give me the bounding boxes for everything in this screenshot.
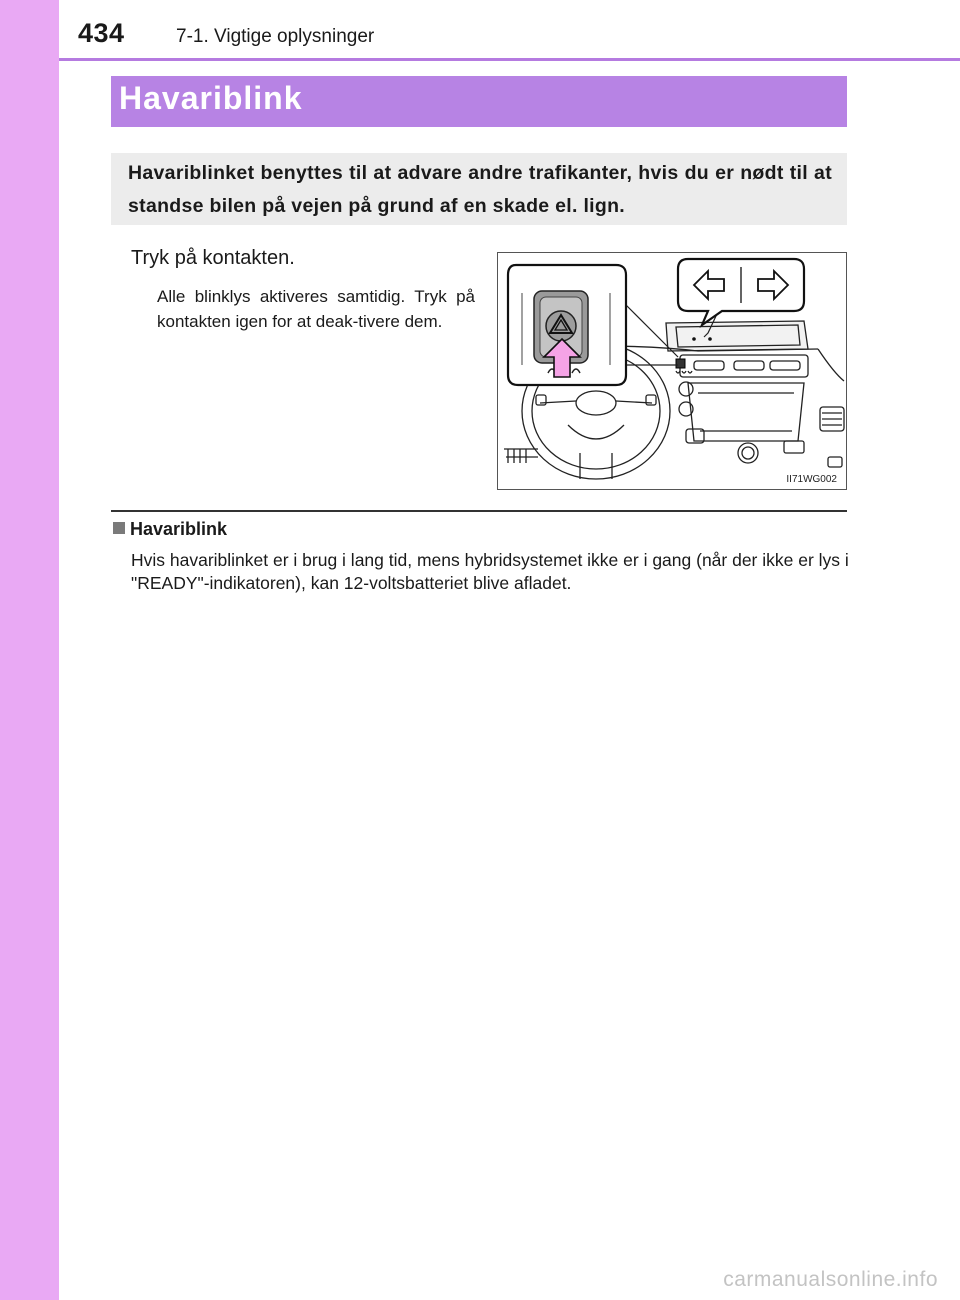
- hazard-button-callout: [508, 265, 626, 385]
- dashboard-drawing: [498, 253, 846, 489]
- watermark: carmanualsonline.info: [723, 1268, 938, 1291]
- intro-text: Havariblinket benyttes til at advare andre trafikanter, hvis du er nødt til at standse bilen på vejen på grund af en skade el. lign.: [128, 162, 832, 217]
- turn-indicator-callout: [678, 259, 804, 325]
- note-heading: [113, 519, 227, 540]
- step-detail: Alle blinklys aktiveres samtidig. Tryk på kontakten igen for at deak-tivere dem.: [157, 287, 475, 331]
- page-number: 434: [78, 18, 125, 48]
- section-divider: [111, 510, 847, 512]
- page-title: Havariblink: [119, 80, 303, 116]
- hazard-switch-location: [676, 359, 685, 368]
- bullet-square-icon: [113, 522, 125, 534]
- header-rule: [59, 58, 960, 61]
- section-title: 7-1. Vigtige oplysninger: [176, 26, 375, 47]
- dashboard-illustration: [497, 252, 847, 490]
- step-instruction: Tryk på kontakten.: [131, 247, 295, 269]
- note-body: Hvis havariblinket er i brug i lang tid, mens hybridsystemet ikke er i gang (når der ikke er lys i "READY"-indikatoren), kan 12-voltsbatteriet blive afladet.: [131, 550, 849, 593]
- note-heading-text: Havariblink: [130, 519, 228, 539]
- side-color-band: [0, 0, 59, 1300]
- figure-id: II71WG002: [786, 474, 837, 485]
